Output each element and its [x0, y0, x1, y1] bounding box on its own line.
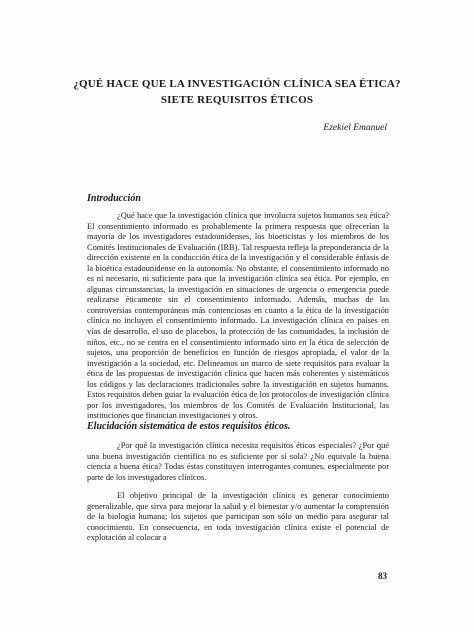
article-title-line-1: ¿QUÉ HACE QUE LA INVESTIGACIÓN CLÍNICA SEA ÉTICA? — [73, 78, 401, 90]
article-title-line-2: SIETE REQUISITOS ÉTICOS — [160, 94, 314, 106]
author-name: Ezekiel Emanuel — [323, 123, 387, 133]
body-paragraph: El objetivo principal de la investigación clínica es generar conocimiento generalizable, que sirva para mejorar la salud y el bienestar y/o aumentar la comprensión de la biología humana; los sujetos que participan son sólo un medio para asegurar tal conocimiento. En consecuencia, en toda investigación clínica existe el potencial de explotación al colocar a — [87, 491, 389, 543]
body-paragraph: ¿Qué hace que la investigación clínica que involucra sujetos humanos sea ética? El consentimiento informado es probablemente la primera respuesta que ofrecerían la mayoría de los investigadores estadounidenses, los bioeticistas y los miembros de los Comités Institucionales de Evaluación (IRB). Tal respuesta refleja la preponderancia de la dirección existente en la conducción ética de la investigación y el considerable énfasis de la bioética estadounidense en la autonomía. No obstante, el consentimiento informado no es ni necesario, ni suficiente para que la investigación clínica sea ética. Por ejemplo, en algunas circunstancias, la investigación en situaciones de urgencia o emergencia puede realizarse éticamente sin el consentimiento informado. Además, muchas de las controversias contemporáneas más contenciosas en cuanto a la ética de la investigación clínica no incluyen el consentimiento informado. La investigación clínica en países en vías de desarrollo, el uso de placebos, la protección de las comunidades, la inclusión de niños, etc., no se centra en el consentimiento informado sino en la ética de selección de sujetos, una proporción de beneficios en función de riesgos apropiada, el valor de la investigación a la sociedad, etc. Delineamos un marco de siete requisitos para evaluar la ética de las propuestas de investigación clínica que hacen más coherentes y sistemáticos los códigos y las declaraciones tradicionales sobre la investigación en sujetos humanos. Estos requisitos deben guiar la evaluación ética de los protocolos de investigación clínica por los investigadores, los miembros de los Comités de Evaluación Institucional, las instituciones que financian investigaciones y otros. — [87, 211, 389, 421]
body-paragraph: ¿Por qué la investigación clínica necesita requisitos éticos especiales? ¿Por qué una buena investigación científica no es suficiente por sí sola? ¿No equivale la buena ciencia a buena ética? Todas éstas constituyen interrogantes comunes, especialmente por parte de los investigadores clínicos. — [87, 441, 389, 482]
section-heading-introduccion: Introducción — [87, 193, 141, 204]
page-number: 83 — [378, 571, 387, 581]
section-heading-elucidacion: Elucidación sistemática de estos requisitos éticos. — [87, 421, 291, 432]
